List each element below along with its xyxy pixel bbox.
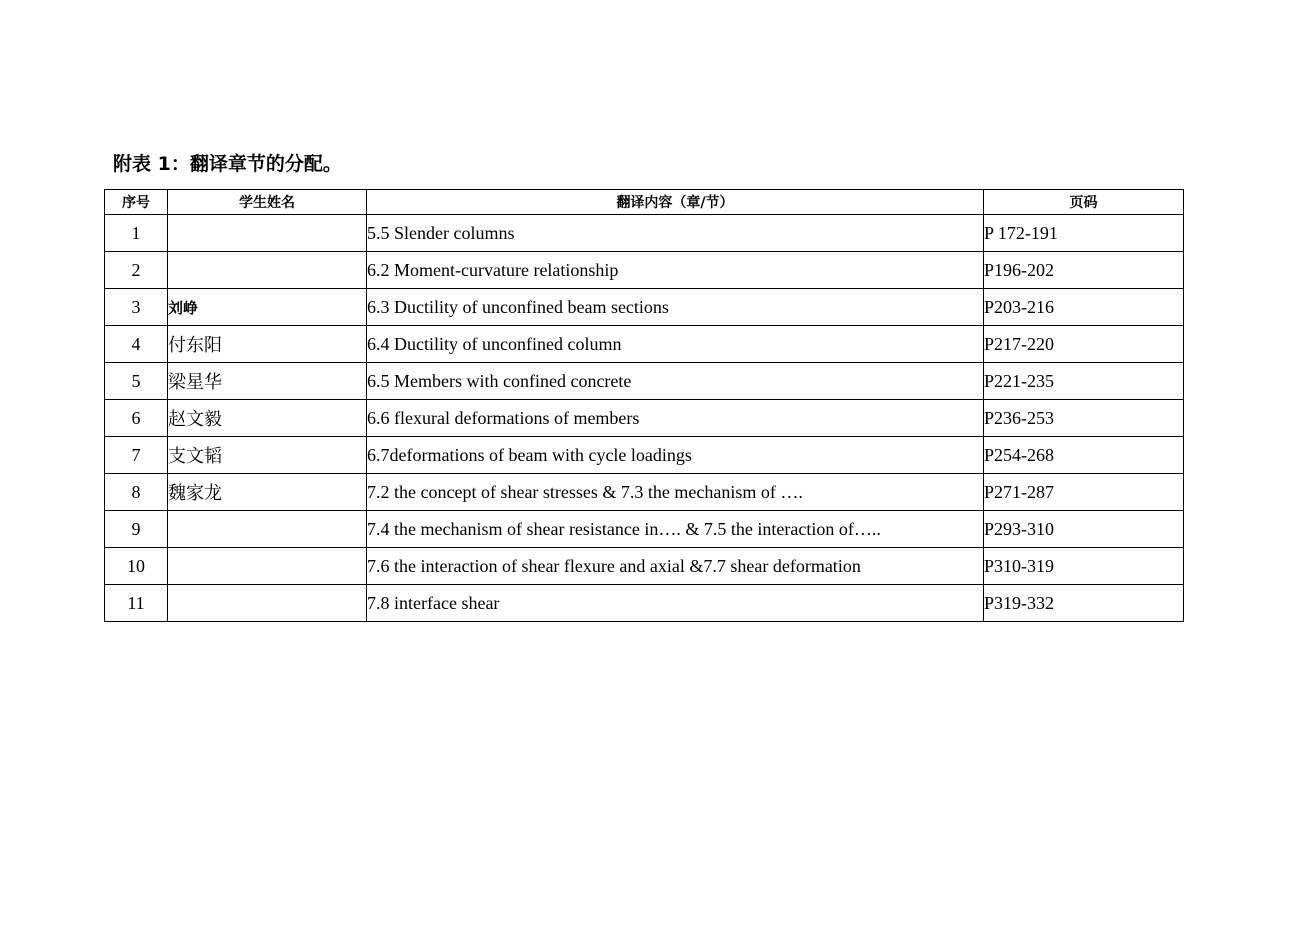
- page-range: P254-268: [984, 437, 1184, 474]
- student-name: 魏家龙: [168, 474, 367, 511]
- table-row: [105, 363, 1184, 400]
- table-row: [105, 511, 1184, 548]
- table-row: [105, 437, 1184, 474]
- row-number: 1: [105, 215, 168, 252]
- table-caption: 附表 1：翻译章节的分配。: [113, 153, 342, 175]
- student-name: [168, 585, 367, 622]
- page-range: P217-220: [984, 326, 1184, 363]
- student-name: [168, 548, 367, 585]
- student-name: 支文韬: [168, 437, 367, 474]
- row-number: 3: [105, 289, 168, 326]
- student-name: 付东阳: [168, 326, 367, 363]
- row-number: 9: [105, 511, 168, 548]
- table-row: [105, 400, 1184, 437]
- translation-content: 6.3 Ductility of unconfined beam sections: [367, 289, 984, 326]
- header-translation-content: 翻译内容（章/节）: [367, 190, 984, 215]
- page-range: P196-202: [984, 252, 1184, 289]
- page-range: P293-310: [984, 511, 1184, 548]
- student-name: [168, 511, 367, 548]
- page-range: P319-332: [984, 585, 1184, 622]
- row-number: 8: [105, 474, 168, 511]
- header-number: 序号: [105, 190, 168, 215]
- table-row: [105, 252, 1184, 289]
- translation-content: 6.2 Moment-curvature relationship: [367, 252, 984, 289]
- translation-content: 7.2 the concept of shear stresses & 7.3 the mechanism of ….: [367, 474, 984, 511]
- translation-content: 6.6 flexural deformations of members: [367, 400, 984, 437]
- page-range: P203-216: [984, 289, 1184, 326]
- row-number: 7: [105, 437, 168, 474]
- table-row: [105, 326, 1184, 363]
- assignment-table: [104, 189, 1184, 622]
- translation-content: 6.5 Members with confined concrete: [367, 363, 984, 400]
- table-row: [105, 548, 1184, 585]
- translation-content: 7.8 interface shear: [367, 585, 984, 622]
- row-number: 4: [105, 326, 168, 363]
- translation-content: 6.4 Ductility of unconfined column: [367, 326, 984, 363]
- table-row: [105, 474, 1184, 511]
- table-row: [105, 585, 1184, 622]
- translation-content: 5.5 Slender columns: [367, 215, 984, 252]
- page-range: P271-287: [984, 474, 1184, 511]
- page-range: P221-235: [984, 363, 1184, 400]
- row-number: 11: [105, 585, 168, 622]
- row-number: 6: [105, 400, 168, 437]
- header-student-name: 学生姓名: [168, 190, 367, 215]
- student-name: 刘峥: [168, 289, 367, 326]
- table-row: [105, 289, 1184, 326]
- translation-content: 7.6 the interaction of shear flexure and axial &7.7 shear deformation: [367, 548, 984, 585]
- row-number: 10: [105, 548, 168, 585]
- student-name: [168, 252, 367, 289]
- translation-content: 6.7deformations of beam with cycle loadings: [367, 437, 984, 474]
- page-range: P 172-191: [984, 215, 1184, 252]
- header-pages: 页码: [984, 190, 1184, 215]
- row-number: 5: [105, 363, 168, 400]
- student-name: 赵文毅: [168, 400, 367, 437]
- page-range: P310-319: [984, 548, 1184, 585]
- student-name: [168, 215, 367, 252]
- page-range: P236-253: [984, 400, 1184, 437]
- student-name: 梁星华: [168, 363, 367, 400]
- table-row: [105, 215, 1184, 252]
- table-header-row: [105, 190, 1184, 215]
- translation-content: 7.4 the mechanism of shear resistance in…. & 7.5 the interaction of…..: [367, 511, 984, 548]
- row-number: 2: [105, 252, 168, 289]
